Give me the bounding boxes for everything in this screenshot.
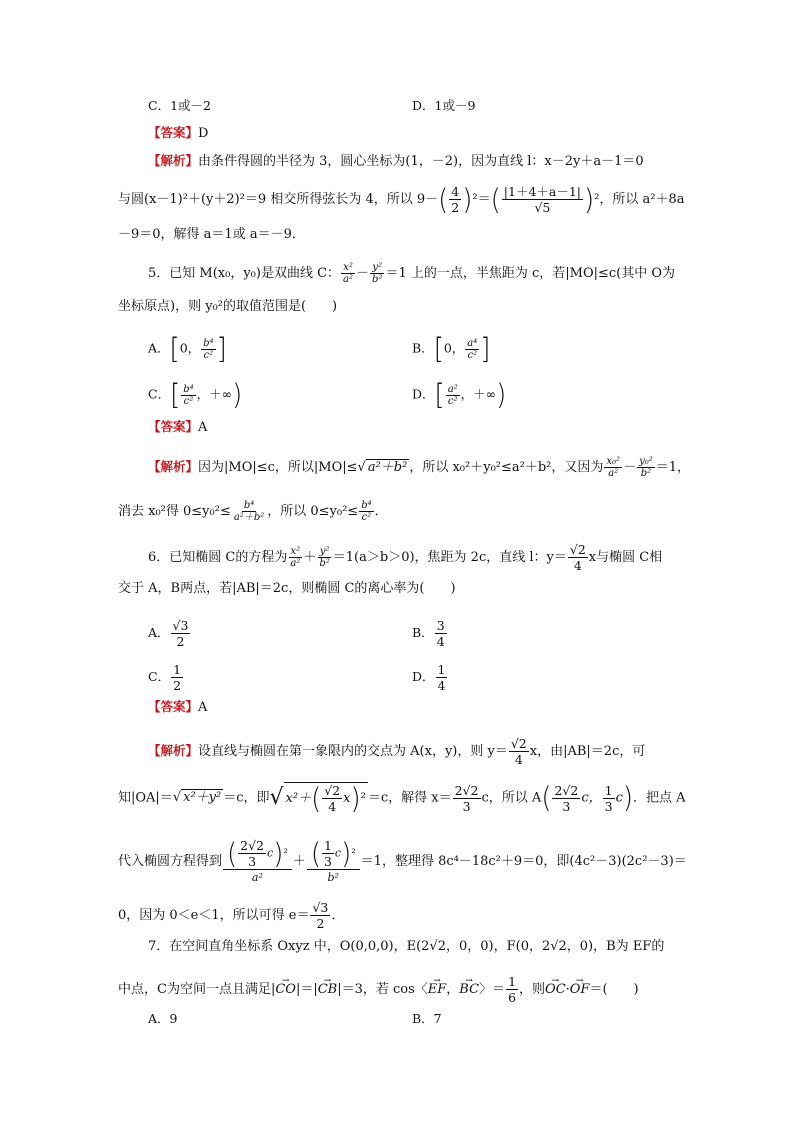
- explanation-tag: 【解析】: [148, 153, 199, 168]
- q4-option-c: C．1或－2: [148, 98, 211, 113]
- q5-option-a: A．[0， $\frac{\text{b⁴}}{\text{c²}}$ ]: [148, 332, 227, 366]
- q6-answer: 【答案】A: [148, 699, 208, 715]
- answer-tag: 【答案】: [148, 125, 199, 140]
- q5-explanation-line2: 消去 x₀²得 0≤y₀²≤ $\frac{\text{b⁴}}{\text{a²＋b²}}$ ，所以 0≤y₀²≤ $\frac{\text{b⁴}}{\text{c²}}$ ．: [118, 500, 388, 523]
- q6-stem-line1: 6．已知椭圆 C的方程为 $\frac{\text{x²}}{\text{a²}}$ ＋ $\frac{\text{y²}}{\text{b²}}$ ＝1(a＞b＞0)，焦距为 2c，直线 l：y＝ $\frac{√2}{4}$ x与椭圆 C相: [148, 542, 663, 573]
- q4-answer: [148, 124, 208, 143]
- q5-option-c: C．[ $\frac{\text{b⁴}}{\text{c²}}$ ，＋∞): [148, 378, 243, 412]
- q6-explanation-line2: 知|OA|＝√ x²＋y² ＝c，即√ x²＋( $\frac{√2}{4}$ x)² ＝c，解得 x＝ $\frac{2√2}{3}$ c，所以 A( $\frac{2√2}{3}$ c， $\frac{1}{3}$ c)．把点 A: [118, 781, 686, 815]
- q6-stem-line2: 交于 A，B两点，若|AB|＝2c，则椭圆 C的离心率为( ): [118, 581, 456, 596]
- q4-explanation-line2: 与圆(x－1)²＋(y＋2)²＝9 相交所得弦长为 4，所以 9－( $\frac{4}{2}$ )²＝( $\frac{|1+4+a-1|}{√5}$ )²，所以 a²＋8a: [118, 183, 685, 216]
- q7-stem-line1: 7．在空间直角坐标系 Oxyz 中，O(0,0,0)，E(2√2，0，0)，F(0，2√2，0)，B为 EF的: [148, 939, 665, 954]
- q6-option-c: C． $\frac{1}{2}$: [148, 662, 182, 693]
- q6-explanation-line3: 代入椭圆方程得到 ( $\frac{2√2}{3}$ c)² a² ＋ ( $\frac{1}{3}$ c)² b² ＝1，整理得 8c⁴－18c²＋9＝0，即(4c²－3)(2c²－3)＝: [118, 837, 687, 884]
- q5-answer: 【答案】A: [148, 419, 208, 435]
- q4-explanation-line1: 【解析】由条件得圆的半径为 3，圆心坐标为(1，－2)，因为直线 l：x－2y＋a－1＝0: [148, 153, 644, 169]
- q6-explanation-line4: 0，因为 0＜e＜1，所以可得 e＝ $\frac{√3}{2}$ ．: [118, 900, 345, 931]
- q5-stem-line2: 坐标原点)，则 y₀²的取值范围是( ): [118, 299, 338, 314]
- q6-option-a: A． $\frac{√3}{2}$: [148, 618, 189, 649]
- q4-explanation-line3: －9＝0，解得 a＝1或 a＝－9．: [118, 227, 305, 242]
- q6-option-d: D． $\frac{1}{4}$: [412, 662, 446, 693]
- q7-option-b: B．7: [412, 1011, 442, 1026]
- q7-option-a: A．9: [148, 1011, 178, 1026]
- q5-option-d: D．[ $\frac{\text{a²}}{\text{c²}}$ ，＋∞): [412, 378, 507, 412]
- q4-option-d: D．1或－9: [412, 98, 476, 113]
- q7-stem-line2: 中点，C为空间一点且满足|→ CO|＝|→ CB|＝3，若 cos〈→ EF，→ BC〉＝ $\frac{1}{6}$ ，则→ OC·→ OF＝( ): [118, 974, 639, 1005]
- answer-value: D: [198, 126, 209, 141]
- q6-option-b: B． $\frac{3}{4}$: [412, 618, 445, 649]
- q5-stem-line1: 5．已知 M(x₀，y₀)是双曲线 C： $\frac{\text{x²}}{\text{a²}}$ － $\frac{\text{y²}}{\text{b²}}$ ＝1 上的一点，半焦距为 c，若|MO|≤c(其中 O为: [148, 262, 676, 285]
- q5-option-b: B．[0， $\frac{\text{a⁴}}{\text{c²}}$ ]: [412, 332, 491, 366]
- q6-explanation-line1: 【解析】设直线与椭圆在第一象限内的交点为 A(x，y)，则 y＝ $\frac{√2}{4}$ x，由|AB|＝2c，可: [148, 736, 646, 767]
- q5-explanation-line1: 【解析】因为|MO|≤c，所以|MO|≤√ a²＋b² ，所以 x₀²＋y₀²≤a²＋b²，又因为 $\frac{\text{x₀²}}{\text{a²}}$ － $\frac{\text{y₀²}}{\text{b²}}$ ＝1，: [148, 456, 691, 479]
